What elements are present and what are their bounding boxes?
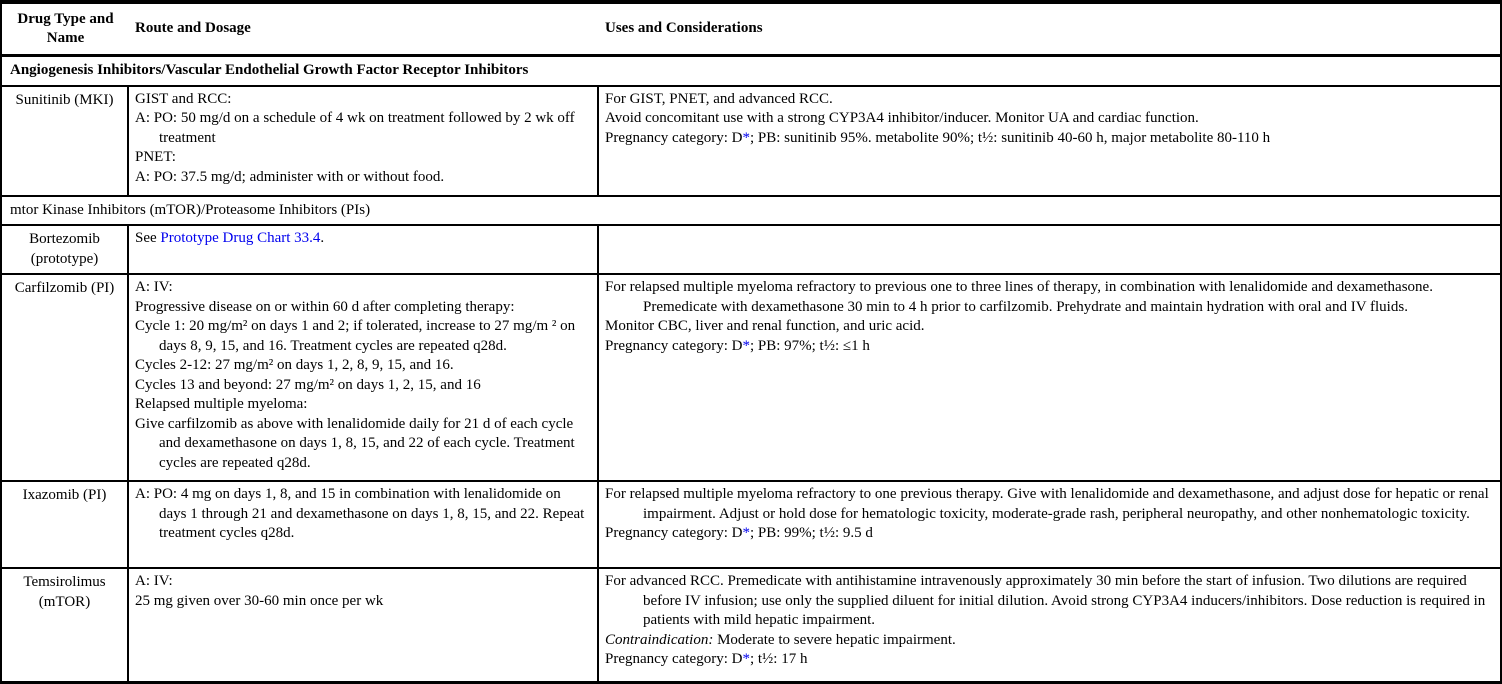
- dosage-line: A: IV:: [135, 573, 173, 589]
- drug-name-cell: [2, 482, 129, 567]
- dosage-line: Cycle 1: 20 mg/m² on days 1 and 2; if tolerated, increase to 27 mg/m ² on days 8, 9, 15, and 16. Treatment cycles are repeated q28d.: [135, 318, 576, 354]
- pregnancy-line: [605, 650, 1494, 670]
- pregnancy-text: Pregnancy category: D: [605, 651, 743, 667]
- drug-name: Carfilzomib (PI): [14, 280, 115, 296]
- uses-cell: [599, 569, 1500, 681]
- section-header-mtor-pi: [2, 197, 1500, 227]
- drug-name: Ixazomib (PI): [22, 487, 107, 503]
- footnote-asterisk-link[interactable]: *: [742, 651, 750, 667]
- column-header-uses: [599, 4, 1500, 54]
- drug-name: Temsirolimus (mTOR): [23, 574, 106, 610]
- section-title: Angiogenesis Inhibitors/Vascular Endothelial Growth Factor Receptor Inhibitors: [10, 62, 529, 78]
- contraindication-text: Moderate to severe hepatic impairment.: [713, 631, 956, 648]
- pregnancy-line: [605, 337, 1494, 357]
- footnote-asterisk-link[interactable]: *: [742, 129, 750, 146]
- dosage-line: Relapsed multiple myeloma:: [135, 396, 308, 412]
- uses-cell: [599, 482, 1500, 567]
- uses-line: For relapsed multiple myeloma refractory to one previous therapy. Give with lenalidomide and dexamethasone, and adjust dose for hepatic or renal impairment. Adjust or hold dose for hematologic toxicity, moderate-grade rash, peripheral neuropathy, and other nonhematologic toxicity.: [605, 486, 1489, 522]
- pregnancy-text: ; t½: 17 h: [749, 651, 808, 667]
- dosage-line: PNET:: [135, 149, 176, 165]
- see-reference-line: [135, 229, 589, 249]
- uses-line: For relapsed multiple myeloma refractory to previous one to three lines of therapy, in combination with lenalidomide and dexamethasone. Premedicate with dexamethasone 30 min to 4 h prior to carfilzomib. Prehydrate and maintain hydration with oral and IV fluids.: [605, 279, 1433, 315]
- contraindication-label: Contraindication:: [605, 631, 714, 648]
- column-header-label: Uses and Considerations: [605, 20, 763, 37]
- pregnancy-text: ; PB: sunitinib 95%. metabolite 90%; t½: sunitinib 40-60 h, major metabolite 80-110 h: [749, 129, 1271, 146]
- pregnancy-text: ; PB: 97%; t½: ≤1 h: [749, 337, 870, 354]
- dosage-line: 25 mg given over 30-60 min once per wk: [135, 592, 384, 609]
- see-text: See: [135, 230, 161, 246]
- uses-line: Monitor CBC, liver and renal function, and uric acid.: [605, 318, 925, 334]
- uses-line: For advanced RCC. Premedicate with antihistamine intravenously approximately 30 min before the start of infusion. Two dilutions are required before IV infusion; use only the supplied diluent for initial dilution. Avoid strong CYP3A4 inducers/inhibitors. Dose reduction is required in patients with mild hepatic impairment.: [605, 573, 1486, 628]
- column-header-route-dosage: [129, 4, 599, 54]
- pregnancy-line: [605, 524, 1494, 544]
- table-row-temsirolimus: [2, 569, 1500, 681]
- drug-name-cell: [2, 87, 129, 195]
- dosage-line: Cycles 2-12: 27 mg/m² on days 1, 2, 8, 9, 15, and 16.: [135, 357, 454, 373]
- table-header-row: [2, 4, 1500, 57]
- dosage-line: Give carfilzomib as above with lenalidomide daily for 21 d of each cycle and dexamethasone on days 1, 8, 15, and 22 of each cycle. Treatment cycles are repeated q28d.: [135, 415, 575, 471]
- see-text: .: [320, 230, 325, 246]
- pregnancy-line: [605, 129, 1494, 149]
- pregnancy-text: ; PB: 99%; t½: 9.5 d: [749, 525, 873, 541]
- dosage-cell: [129, 275, 599, 480]
- drug-name: Bortezomib (prototype): [29, 231, 100, 267]
- column-header-label: Drug Type and Name: [17, 10, 114, 46]
- footnote-asterisk-link[interactable]: *: [742, 337, 750, 354]
- pregnancy-text: Pregnancy category: D: [605, 525, 743, 541]
- dosage-cell: [129, 569, 599, 681]
- pregnancy-text: Pregnancy category: D: [605, 129, 743, 146]
- drug-name: Sunitinib (MKI): [15, 91, 114, 108]
- footnote-asterisk-link[interactable]: *: [742, 525, 750, 541]
- contraindication-line: [605, 631, 1494, 651]
- uses-cell: [599, 87, 1500, 195]
- dosage-cell: [129, 87, 599, 195]
- prototype-drug-chart-link[interactable]: Prototype Drug Chart 33.4: [160, 230, 321, 246]
- uses-line: For GIST, PNET, and advanced RCC.: [605, 90, 833, 107]
- uses-cell-empty: [599, 226, 1500, 273]
- uses-line: Avoid concomitant use with a strong CYP3A4 inhibitor/inducer. Monitor UA and cardiac function.: [605, 110, 1199, 126]
- section-title: mtor Kinase Inhibitors (mTOR)/Proteasome Inhibitors (PIs): [10, 201, 371, 218]
- dosage-cell: [129, 482, 599, 567]
- drug-name-cell: [2, 226, 129, 273]
- dosage-line: Cycles 13 and beyond: 27 mg/m² on days 1, 2, 15, and 16: [135, 376, 481, 393]
- dosage-line: GIST and RCC:: [135, 90, 232, 107]
- dosage-cell: [129, 226, 599, 273]
- table-row-ixazomib: [2, 482, 1500, 569]
- drug-name-cell: [2, 275, 129, 480]
- dosage-line: A: PO: 37.5 mg/d; administer with or without food.: [135, 168, 445, 185]
- uses-cell: [599, 275, 1500, 480]
- dosage-line: A: IV:: [135, 279, 173, 295]
- table-row-carfilzomib: [2, 275, 1500, 482]
- column-header-drug-type: [2, 4, 129, 54]
- table-row-bortezomib: [2, 226, 1500, 275]
- section-header-angiogenesis: [2, 57, 1500, 87]
- drug-name-cell: [2, 569, 129, 681]
- dosage-line: Progressive disease on or within 60 d after completing therapy:: [135, 298, 515, 315]
- dosage-line: A: PO: 50 mg/d on a schedule of 4 wk on treatment followed by 2 wk off treatment: [135, 110, 575, 146]
- dosage-line: A: PO: 4 mg on days 1, 8, and 15 in combination with lenalidomide on days 1 through 21 and dexamethasone on days 1, 8, 15, and 22. Repeat treatment cycles q28d.: [135, 486, 585, 541]
- pregnancy-text: Pregnancy category: D: [605, 337, 743, 354]
- column-header-label: Route and Dosage: [135, 20, 251, 37]
- table-row-sunitinib: [2, 87, 1500, 197]
